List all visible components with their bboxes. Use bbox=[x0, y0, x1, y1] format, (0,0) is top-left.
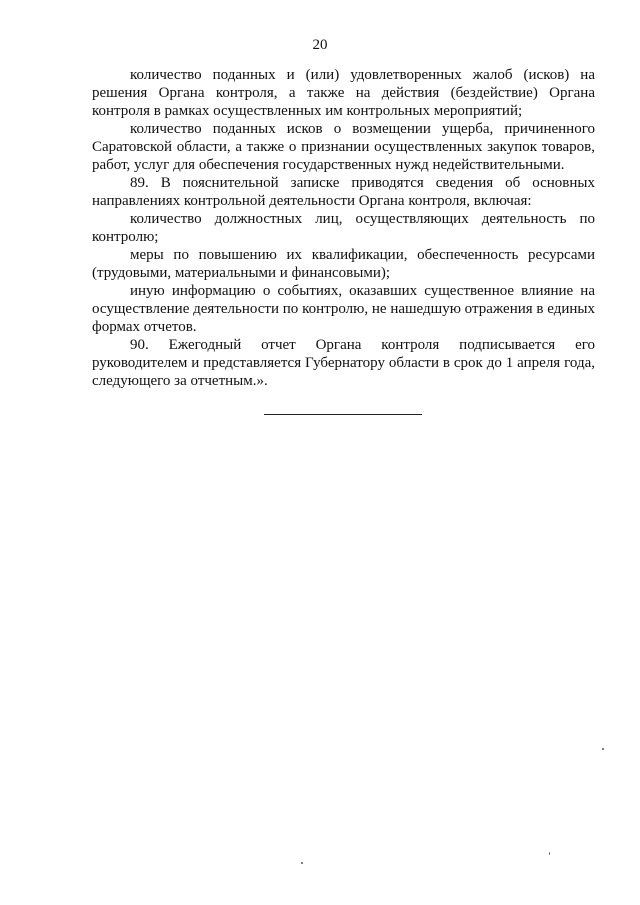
closing-divider-line bbox=[264, 414, 422, 415]
document-body bbox=[92, 66, 595, 390]
paragraph-item-89: 89. В пояснительной записке приводятся сведения об основных направлениях контрольной деятельности Органа контроля, включая: bbox=[92, 175, 595, 209]
paragraph-officials-count: количество должностных лиц, осуществляющих деятельность по контролю; bbox=[92, 211, 595, 245]
paragraph-damage-claims: количество поданных исков о возмещении ущерба, причиненного Саратовской области, а также о признании осуществленных закупок товаров, работ, услуг для обеспечения государственных нужд недействительными. bbox=[92, 121, 595, 173]
paragraph-qualification-measures: меры по повышению их квалификации, обеспеченность ресурсами (трудовыми, материальными и финансовыми); bbox=[92, 247, 595, 281]
paragraph-other-information: иную информацию о событиях, оказавших существенное влияние на осуществление деятельности по контролю, не нашедшую отражения в единых формах отчетов. bbox=[92, 283, 595, 335]
page-number: 20 bbox=[312, 37, 328, 53]
paragraph-complaints-count: количество поданных и (или) удовлетворенных жалоб (исков) на решения Органа контроля, а также на действия (бездействие) Органа контроля в рамках осуществленных им контрольных мероприятий; bbox=[92, 67, 595, 119]
scan-speck bbox=[301, 862, 303, 864]
paragraph-item-90: 90. Ежегодный отчет Органа контроля подписывается его руководителем и представляется Губернатору области в срок до 1 апреля года, следующего за отчетным.». bbox=[92, 337, 595, 389]
scan-speck bbox=[549, 852, 550, 855]
scan-speck bbox=[602, 748, 604, 750]
